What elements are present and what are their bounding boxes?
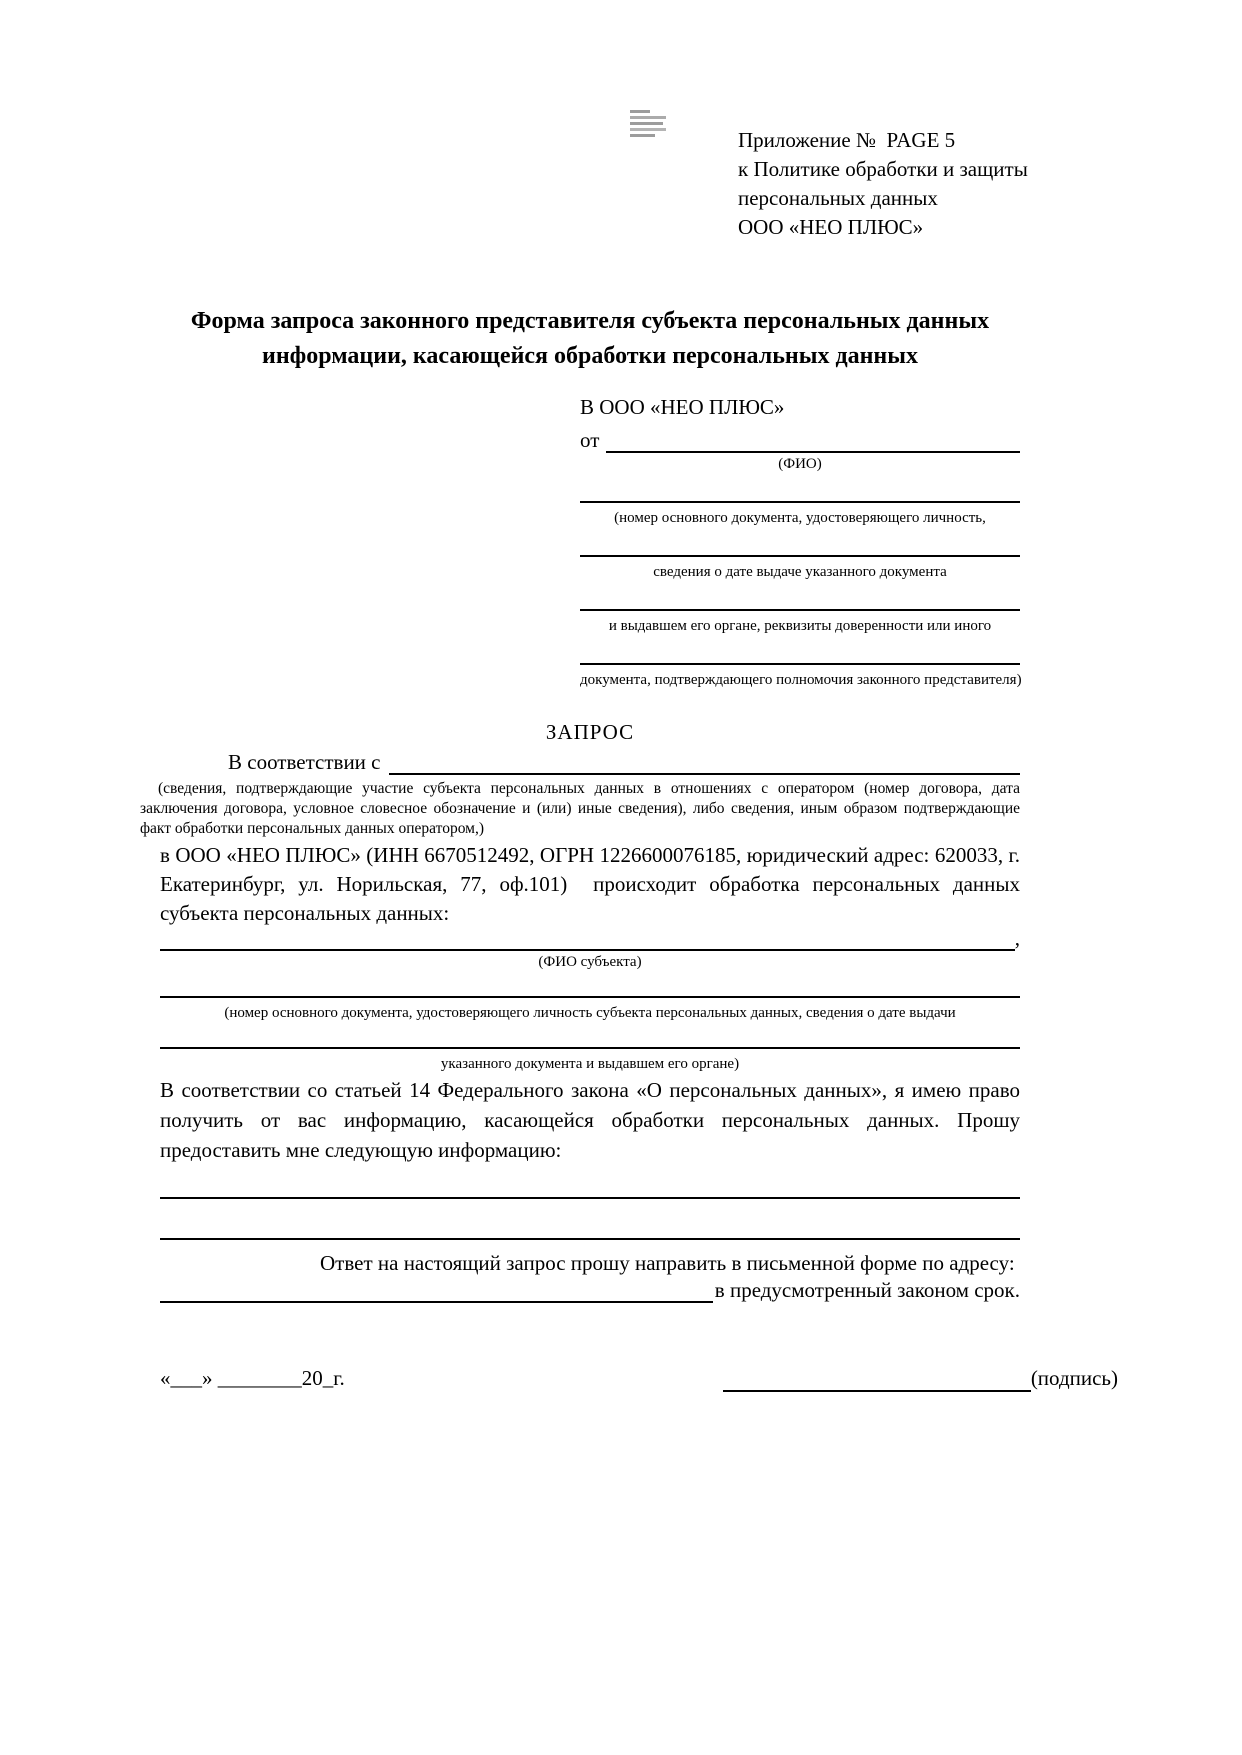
embedded-object-icon: [630, 110, 666, 137]
addressee-block: [580, 394, 1020, 689]
date-line: «___» ________20_г.: [160, 1366, 345, 1390]
from-label: от: [580, 428, 600, 452]
requested-info-blank-line-1: [160, 1173, 1020, 1199]
requested-info-blank-line-2: [160, 1199, 1020, 1240]
signature-fill-line: [723, 1370, 1031, 1392]
page-header-block: [630, 108, 1242, 242]
subject-fio-caption: (ФИО субъекта): [538, 954, 642, 970]
representative-authority-caption: документа, подтверждающего полномочия законного представителя): [580, 672, 1022, 688]
header-line-appendix: Приложение № PAGE 5: [738, 128, 956, 152]
reply-address-line: Ответ на настоящий запрос прошу направить в письменной форме по адресу:: [320, 1251, 1015, 1275]
from-row: [580, 427, 1020, 453]
subject-document-blank-line-2: [160, 1022, 1020, 1049]
issuing-authority-caption: и выдавшем его органе, реквизиты доверенности или иного: [608, 618, 992, 634]
operator-paragraph: в ООО «НЕО ПЛЮС» (ИНН 6670512492, ОГРН 1226600076185, юридический адрес: 620033, г. Екатеринбург, ул. Норильская, 77, оф.101) происходит обработка персональных данных субъекта персональных данных:: [160, 843, 1020, 925]
signature-caption: (подпись): [1030, 1366, 1118, 1390]
addressee-organization: В ООО «НЕО ПЛЮС»: [580, 395, 785, 419]
icon-bar: [630, 134, 655, 137]
reply-address-row: [160, 1277, 1020, 1303]
request-heading: ЗАПРОС: [545, 720, 635, 744]
issue-date-blank-line: [580, 527, 1020, 557]
reply-term-text: в предусмотренный законом срок.: [714, 1278, 1020, 1302]
intro-row: [160, 749, 1020, 775]
document-body: [140, 304, 1118, 1392]
date-signature-row: [160, 1365, 1118, 1392]
document-number-caption: (номер основного документа, удостоверяющего личность,: [614, 510, 986, 526]
icon-bar: [630, 128, 666, 131]
header-line-company: ООО «НЕО ПЛЮС»: [738, 215, 924, 239]
fio-caption: (ФИО): [778, 456, 822, 472]
intro-label: В соответствии с: [228, 750, 381, 774]
header-line-policy: к Политике обработки и защиты: [738, 157, 1028, 181]
signature-block: [723, 1365, 1118, 1392]
document-number-blank-line: [580, 473, 1020, 503]
law-paragraph: В соответствии со статьей 14 Федерального закона «О персональных данных», я имею право получить от вас информацию, касающейся обработки персональных данных. Прошу предоставить мне следующую информацию:: [160, 1078, 1020, 1162]
subject-document-caption-2: указанного документа и выдавшем его органе): [440, 1056, 740, 1072]
document-title-line-2: информации, касающейся обработки персональных данных: [262, 343, 918, 369]
header-line-personal-data: персональных данных: [738, 186, 938, 210]
subject-trailing-comma: ,: [1014, 926, 1020, 950]
document-title: [160, 304, 1020, 374]
issuing-authority-blank-line: [580, 581, 1020, 611]
icon-bar: [630, 116, 666, 119]
subject-row: [160, 926, 1020, 951]
reply-address-fill-line: [160, 1301, 713, 1303]
from-fill-line: [606, 451, 1020, 453]
subject-fio-fill-line: [160, 949, 1015, 951]
document-title-line-1: Форма запроса законного представителя субъекта персональных данных: [190, 308, 990, 334]
appendix-header: [738, 126, 1028, 242]
representative-authority-blank-line: [580, 635, 1020, 665]
subject-document-blank-line-1: [160, 971, 1020, 998]
issue-date-caption: сведения о дате выдаче указанного документа: [653, 564, 947, 580]
small-print-note: (сведения, подтверждающие участие субъекта персональных данных в отношениях с оператором (номер договора, дата заключения договора, условное словесное обозначение и (или) иные сведения), либо сведения, иным образом подтверждающие факт обработки персональных данных оператором,): [140, 780, 1020, 837]
subject-document-caption-1: (номер основного документа, удостоверяющего личность субъекта персональных данных, сведения о дате выдачи: [224, 1005, 956, 1021]
intro-fill-line: [389, 773, 1021, 775]
icon-bar: [630, 110, 650, 113]
icon-bar: [630, 122, 663, 125]
